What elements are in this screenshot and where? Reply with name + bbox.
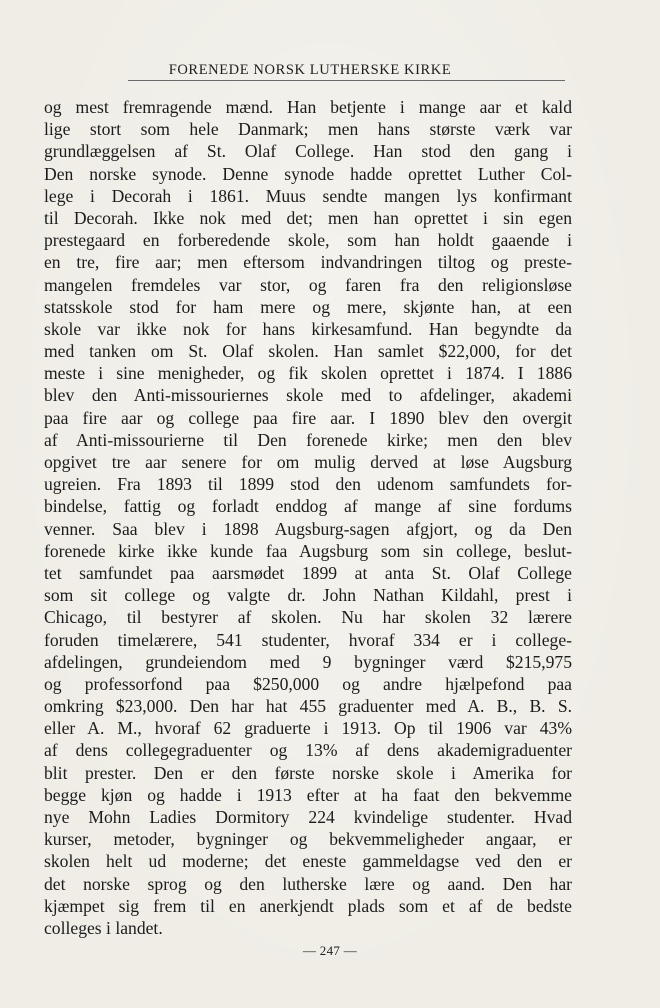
- text-line: lige stort som hele Danmark; men hans største værk var: [44, 119, 572, 140]
- text-line: opgivet tre aar senere for om mulig derved at løse Augsburg: [44, 452, 572, 472]
- text-line: statsskole stod for ham mere og mere, skjønte han, at een: [44, 296, 572, 317]
- text-line: bindelse, fattig og forladt enddog af mange af sine fordums: [44, 496, 572, 517]
- text-line: skole var ikke nok for hans kirkesamfund. Han begyndte da: [44, 318, 572, 339]
- text-line: kurser, metoder, bygninger og bekvemmeligheder angaar, er: [44, 829, 572, 850]
- header-rule: [128, 80, 565, 81]
- body-text: [44, 96, 572, 939]
- text-line: af dens collegegraduenter og 13% af dens akademigraduenter: [44, 740, 572, 761]
- text-line: tet samfundet paa aarsmødet 1899 at anta St. Olaf College: [44, 562, 572, 583]
- text-line: colleges i landet.: [44, 917, 163, 938]
- text-line: afdelingen, grundeiendom med 9 bygninger værd $215,975: [44, 651, 572, 672]
- text-line: af Anti-missourierne til Den forenede kirke; men den blev: [44, 429, 572, 450]
- text-line: meste i sine menigheder, og fik skolen oprettet i 1874. I 1886: [44, 363, 572, 384]
- text-line: med tanken om St. Olaf skolen. Han samlet $22,000, for det: [44, 341, 572, 362]
- text-line: det norske sprog og den lutherske lære og aand. Den har: [44, 873, 572, 894]
- text-line: og mest fremragende mænd. Han betjente i mange aar et kald: [44, 97, 572, 117]
- text-line: til Decorah. Ikke nok med det; men han oprettet i sin egen: [44, 207, 572, 228]
- text-line: venner. Saa blev i 1898 Augsburg-sagen afgjort, og da Den: [44, 518, 572, 539]
- text-line: mangelen fremdeles var stor, og faren fra den religionsløse: [44, 274, 572, 295]
- text-line: eller A. M., hvoraf 62 graduerte i 1913. Op til 1906 var 43%: [44, 718, 572, 739]
- text-line: ugreien. Fra 1893 til 1899 stod den udenom samfundets for-: [44, 474, 572, 495]
- text-line: foruden timelærere, 541 studenter, hvoraf 334 er i college-: [44, 629, 572, 650]
- text-line: paa fire aar og college paa fire aar. I 1890 blev den overgit: [44, 407, 572, 428]
- text-line: Den norske synode. Denne synode hadde oprettet Luther Col-: [44, 163, 572, 184]
- text-line: omkring $23,000. Den har hat 455 graduenter med A. B., B. S.: [44, 696, 572, 717]
- text-line: og professorfond paa $250,000 og andre hjælpefond paa: [44, 673, 572, 694]
- text-line: blev den Anti-missouriernes skole med to afdelinger, akademi: [44, 385, 572, 406]
- text-line: kjæmpet sig frem til en anerkjendt plads som et af de bedste: [44, 895, 572, 916]
- text-line: begge kjøn og hadde i 1913 efter at ha faat den bekvemme: [44, 784, 572, 805]
- text-line: forenede kirke ikke kunde faa Augsburg som sin college, beslut-: [44, 540, 572, 561]
- text-line: blit prester. Den er den første norske skole i Amerika for: [44, 762, 572, 783]
- text-line: grundlæggelsen af St. Olaf College. Han stod den gang i: [44, 141, 572, 162]
- page-number: — 247 —: [302, 943, 358, 958]
- text-line: skolen helt ud moderne; det eneste gammeldagse ved den er: [44, 851, 572, 872]
- running-head: FORENEDE NORSK LUTHERSKE KIRKE: [168, 62, 452, 78]
- text-line: lege i Decorah i 1861. Muus sendte mangen lys konfirmant: [44, 185, 572, 206]
- text-line: Chicago, til bestyrer af skolen. Nu har skolen 32 lærere: [44, 607, 572, 628]
- text-line: prestegaard en forberedende skole, som han holdt gaaende i: [44, 230, 572, 251]
- text-line: som sit college og valgte dr. John Nathan Kildahl, prest i: [44, 585, 572, 606]
- text-line: en tre, fire aar; men eftersom indvandringen tiltog og preste-: [44, 252, 572, 273]
- text-line: nye Mohn Ladies Dormitory 224 kvindelige studenter. Hvad: [44, 807, 572, 827]
